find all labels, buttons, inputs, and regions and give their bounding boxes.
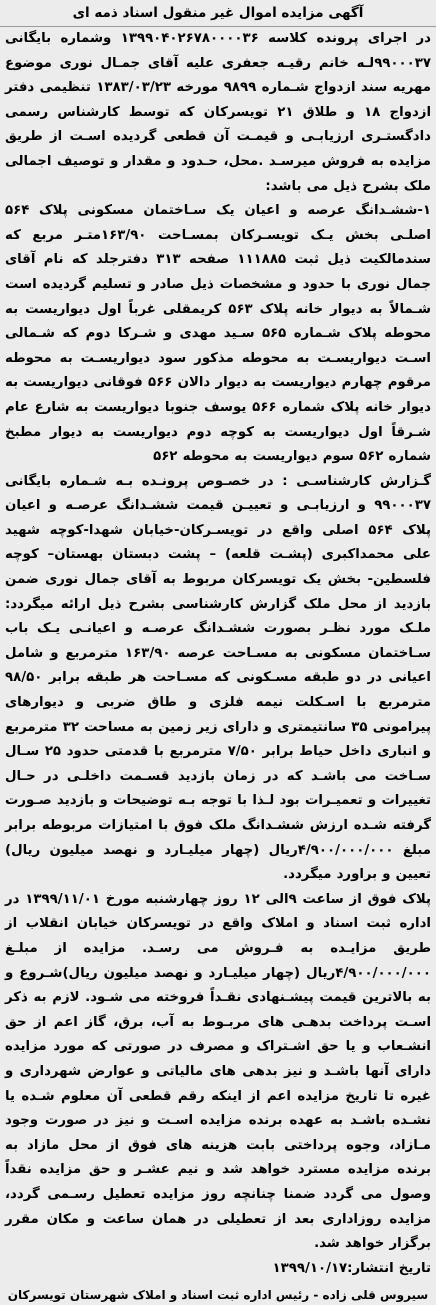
auction-terms-paragraph: پلاک فوق از ساعت ۹الی ۱۲ روز چهارشنبه مورخ ۱۳۹۹/۱۱/۰۱ در اداره ثبت اسناد و املاک واقع در تویسرکان خیابان انقلاب از طریق مزایـده به فـروش می رسـد. مزایده از مبلـغ ۴/۹۰۰/۰۰۰/۰۰۰ریال (چهار میلیـارد و نهصد میلیون ریال)شـروع و به بالاترین قیمت پیشـنهادی نقـداً فروخته می شـود. لازم به ذکر اسـت پرداخت بدهـی های مربـوط به آب، برق، گاز اعم از حق انشـعاب و یا حق اشـتراک و مصرف در صورتی که مورد مزایده دارای آنها باشـد و نیز بدهی های مالیاتی و عوارض شهرداری و غیره تا تاریخ مزایده اعم از اینکه رقم قطعی آن معلوم شـده یا نشـده باشـد به عهده برنده مزایده اسـت و نیز در صورت وجود مـازاد، وجوه پرداختی بابت هزینه های فوق از محل مازاد به برنده مزایده مسترد خواهد شد و نیم عشـر و حق مزایده نقداً وصول می گردد ضمنا چنانچه روز مزایده تعطیل رسـمی گردد، مزایده روزاداری بعد از تعطیلی در همان ساعت و مکان مقرر برگزار خواهد شد. xyxy=(5,891,432,1252)
publication-date: تاریخ انتشار:۱۳۹۹/۱۰/۱۷ xyxy=(272,1260,431,1276)
notice-title: آگهی مزایده اموال غیر منقول اسناد ذمه ای xyxy=(0,0,436,27)
expert-report-paragraph: گـزارش کارشناسـی : در خصـوص پرونـده بـه شـماره بایگانی ۹۹۰۰۰۳۷ و ارزیابـی و تعییـن قیمت ششـدانگ عرصـه و اعیان پلاک ۵۶۴ اصلی واقع در تویسـرکان-خیابان شهدا-کوچه شهید علی محمداکبری (پشـت قلعه) – پشت دبستان بهستان– کوچه فلسطین- بخش یک تویسرکان مربوط به آقای جمال نوری ضمن بازدید از محل ملک گزارش کارشناسی بشرح ذیل ارائه میگردد: ملـک مورد نظـر بصورت ششـدانگ عرصـه و اعیانـی یـک باب سـاختمان مسکونی به مسـاحت عرصه ۱۶۳/۹۰ مترمربع و شامل اعیانی در دو طبقه مسـکونی که مسـاحت هر طبقه برابر ۹۸/۵۰ مترمربع با اسـکلت نیمه فلزی و طاق ضربی و دیوارهای پیرامونی ۳۵ سانتیمتری و دارای زیر زمین به مساحت ۳۲ مترمربع و انباری داخل حیاط برابر ۷/۵۰ مترمربع با قدمتی حدود ۲۵ سـال سـاخت می باشـد که در زمان بازدید قسـمت داخلـی در حـال تغییرات و تعمیـرات بود لـذا با توجه بـه توضیحات و بازدید صـورت گرفته شـده ارزش ششـدانگ ملک فوق با امتیازات مربوطه برابر مبلغ ۴/۹۰۰/۰۰۰/۰۰۰ریال (چهار میلیـارد و نهصد میلیون ریال) تعیین و براورد میگردد. xyxy=(5,473,431,883)
signature-line: سیروس قلی زاده - رئیس اداره ثبت اسناد و املاک شهرستان تویسرکان xyxy=(7,1288,429,1303)
property-description-paragraph: ۱-ششـدانگ عرصه و اعیان یک سـاختمان مسکونی پلاک ۵۶۴ اصلـی بخش یـک تویسـرکان بمسـاحت ۱۶۳/۹۰متـر مربع که سندمالکیت ذیل ثبت ۱۱۱۸۸۵ صفحه ۳۱۳ دفترجلد که نام آقای جمال نوری با حدود و مشخصات ذیل صادر و تسلیم گردیده است شـمالاً به دیوار خانه پلاک ۵۶۳ کریمقلی غرباً اول دیواریست به محوطه پلاک شـماره ۵۶۵ سـید مهدی و شـرکا دوم که شـمالی اسـت دیواریسـت به محوطه مذکور سود دیواریسـت به محوطه مرقوم چهارم دیواریست به دیوار دالان ۵۶۶ فوقانی دیواریست به دیوار خانه پلاک شماره ۵۶۶ یوسف جنوبا دیواریست به شارع عام شـرقاً اول دیواریست به کوچه دوم دیواریست به دیوار مطبخ شماره ۵۶۲ سوم دیواریست به محوطه ۵۶۲ xyxy=(5,203,431,465)
intro-paragraph: در اجرای پرونده کلاسه ۱۳۹۹۰۴۰۲۶۷۸۰۰۰۰۳۶ وشماره بایگانی ۹۹۰۰۰۳۷لـه خانم رقیـه جعفری علیه آقای جمـال نوری موضوع مهریه سند ازدواج شـماره ۹۸۹۹ مورخه ۱۳۸۳/۰۳/۲۳ تنظیمی دفتر ازدواج ۱۸ و طلاق ۲۱ تویسرکان که توسط کارشناس رسمی دادگستـری ارزیابـی و قیمـت آن قطعی گردیده اسـت از طریق مزایده به فروش میرسـد .محل، حـدود و مقدار و توصیف اجمالی ملک بشرح ذیل می باشد: xyxy=(5,31,431,194)
